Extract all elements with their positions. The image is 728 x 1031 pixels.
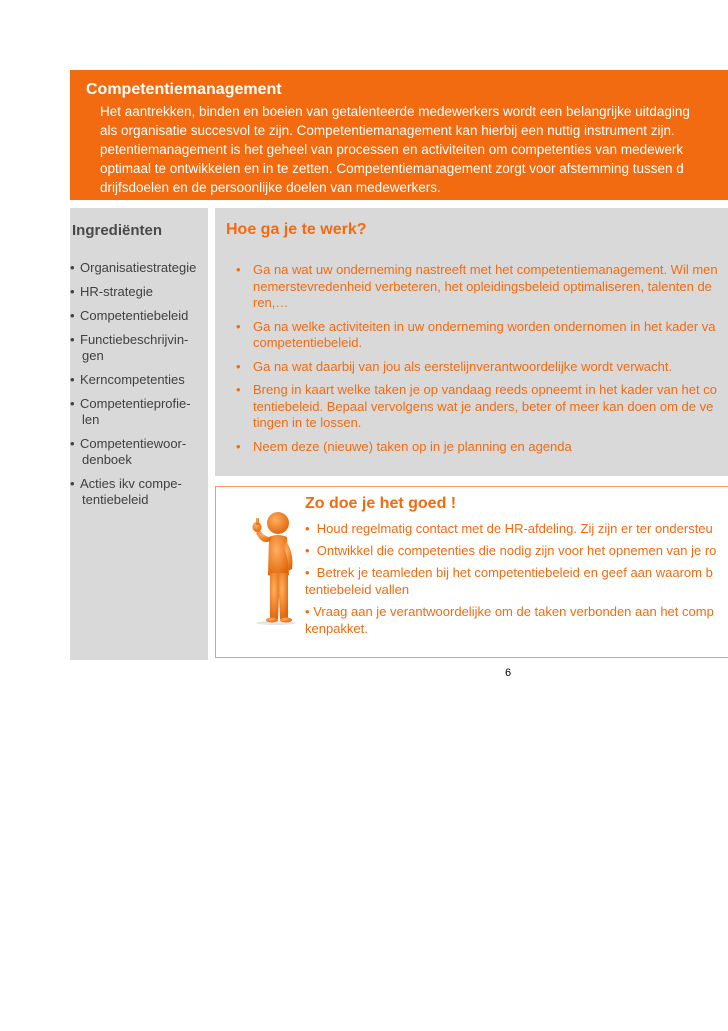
approach-steps (215, 262, 718, 462)
tip-item (305, 542, 716, 559)
banner-title: Competentiemanagement (86, 81, 282, 98)
bullet-icon: • (70, 436, 75, 451)
bullet-icon: • (236, 382, 241, 397)
bullet-icon: • (70, 372, 75, 387)
approach-step (215, 382, 718, 432)
bullet-icon: • (305, 565, 310, 580)
banner-line: petentiemanagement is het geheel van processen en activiteiten om competenties van medewerk (100, 142, 684, 157)
step-line: Neem deze (nieuwe) taken op in je planning en agenda (253, 438, 572, 454)
tips-list (305, 520, 716, 642)
intro-banner (70, 70, 728, 200)
approach-step (215, 359, 718, 376)
bullet-icon: • (236, 438, 241, 454)
tip-text-cont: tentiebeleid vallen (305, 582, 410, 597)
ingredient-text: Functiebeschrijvin- (80, 332, 189, 347)
ingredient-item (70, 372, 196, 388)
ingredient-text: Competentiewoor- (80, 436, 187, 451)
ingredient-text: Competentiebeleid (80, 308, 189, 323)
step-line: Ga na welke activiteiten in uw onderneming worden ondernomen in het kader va (253, 318, 716, 334)
bullet-icon: • (70, 396, 75, 411)
step-line: Ga na wat uw onderneming nastreeft met het competentiemanagement. Wil men (253, 262, 718, 277)
tip-text: Betrek je teamleden bij het competentiebeleid en geef aan waarom b (316, 565, 713, 580)
ingredient-text-cont: gen (82, 348, 104, 363)
banner-line: optimaal te ontwikkelen en in te zetten. Competentiemanagement zorgt voor afstemming tussen d (100, 161, 684, 176)
step-line: competentiebeleid. (253, 335, 363, 350)
tip-text: Houd regelmatig contact met de HR-afdeling. Zij zijn er ter ondersteu (316, 521, 713, 536)
tip-item (305, 603, 716, 637)
tips-title: Zo doe je het goed ! (305, 495, 457, 512)
thumbs-up-figure-icon (248, 505, 300, 625)
bullet-icon: • (70, 260, 75, 275)
ingredient-item (70, 308, 196, 324)
ingredients-list (70, 260, 196, 516)
step-line: tingen in te lossen. (253, 415, 362, 430)
ingredient-text: HR-strategie (80, 284, 153, 299)
bullet-icon: • (236, 318, 241, 334)
bullet-icon: • (236, 358, 241, 374)
ingredient-item (70, 284, 196, 300)
step-line: nemerstevredenheid verbeteren, het opleidingsbeleid optimaliseren, talenten de (253, 278, 712, 294)
step-line: tentiebeleid. Bepaal vervolgens wat je anders, beter of meer kan doen om de ve (253, 398, 714, 414)
banner-line: drijfsdoelen en de persoonlijke doelen van medewerkers. (100, 180, 441, 195)
bullet-icon: • (70, 308, 75, 323)
bullet-icon: • (70, 332, 75, 347)
ingredient-text: Competentieprofie- (80, 396, 191, 411)
approach-step (215, 319, 718, 352)
bullet-icon: • (305, 604, 310, 619)
ingredient-item (70, 476, 196, 508)
bullet-icon: • (70, 476, 75, 491)
step-line: Ga na wat daarbij van jou als eerstelijnverantwoordelijke wordt verwacht. (253, 358, 673, 374)
ingredient-item (70, 436, 196, 468)
ingredient-item (70, 396, 196, 428)
ingredient-item (70, 260, 196, 276)
approach-panel (215, 208, 728, 476)
bullet-icon: • (305, 543, 310, 558)
tip-text-cont: kenpakket. (305, 621, 368, 636)
tip-item (305, 520, 716, 537)
approach-step (215, 439, 718, 456)
ingredient-item (70, 332, 196, 364)
bullet-icon: • (236, 262, 241, 277)
banner-line: als organisatie succesvol te zijn. Competentiemanagement kan hierbij een nuttig instrument zijn. (100, 123, 675, 138)
ingredient-text: Organisatiestrategie (80, 260, 197, 275)
step-line: Breng in kaart welke taken je op vandaag reeds opneemt in het kader van het co (253, 382, 717, 397)
ingredient-text-cont: tentiebeleid (82, 492, 149, 507)
bullet-icon: • (70, 284, 75, 299)
ingredient-text-cont: len (82, 412, 100, 427)
ingredient-text: Acties ikv compe- (80, 476, 182, 491)
approach-step (215, 262, 718, 312)
banner-body (100, 102, 690, 197)
ingredient-text-cont: denboek (82, 452, 132, 467)
tip-text: Vraag aan je verantwoordelijke om de taken verbonden aan het comp (313, 604, 714, 619)
ingredients-title: Ingrediënten (72, 222, 163, 239)
approach-title: Hoe ga je te werk? (226, 221, 367, 238)
ingredient-text: Kerncompetenties (80, 372, 185, 387)
ingredients-panel (70, 208, 208, 660)
step-line: ren,… (253, 295, 289, 310)
tip-item (305, 564, 716, 598)
bullet-icon: • (305, 521, 310, 536)
page-number: 6 (505, 667, 512, 679)
tip-text: Ontwikkel die competenties die nodig zijn voor het opnemen van je ro (316, 543, 717, 558)
banner-line: Het aantrekken, binden en boeien van getalenteerde medewerkers wordt een belangrijke uitdaging (100, 104, 690, 119)
